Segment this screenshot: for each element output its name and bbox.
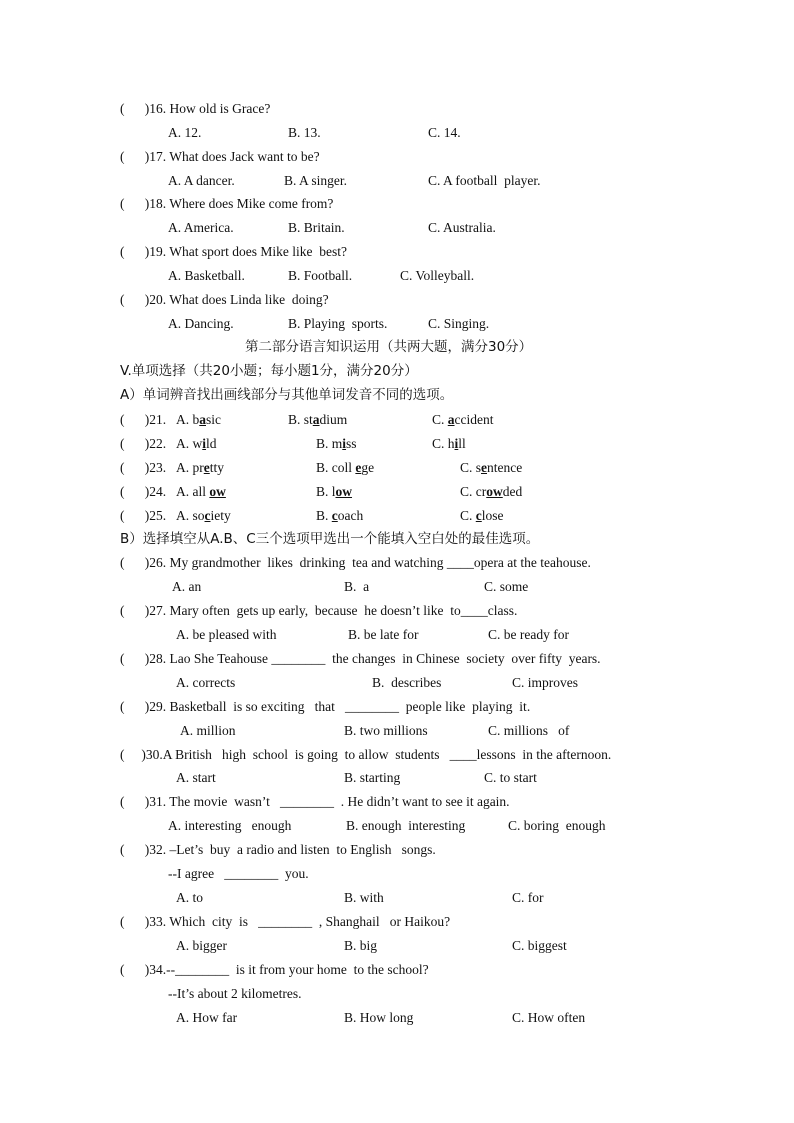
q19-option-c: C. Volleyball. (400, 268, 475, 283)
q19-option-b: B. Football. (288, 268, 353, 283)
q30-option-a: A. start (176, 770, 216, 785)
q30-option-b: B. starting (344, 770, 401, 785)
q34-option-a: A. How far (176, 1010, 238, 1025)
underlined-letters: ow (209, 484, 226, 499)
q34-option-c: C. How often (512, 1010, 586, 1025)
q32-option-c: C. for (512, 890, 544, 905)
question-16: ( )16. How old is Grace? (120, 101, 271, 116)
q25-option-a: A. society (176, 508, 231, 523)
question-27: ( )27. Mary often gets up early, because he doesn’t like to____class. (120, 603, 518, 618)
question-17: ( )17. What does Jack want to be? (120, 149, 320, 164)
question-18: ( )18. Where does Mike come from? (120, 196, 334, 211)
question-24: ( )24. (120, 484, 167, 499)
underlined-letters: e (355, 460, 362, 475)
question-30: ( )30.A British high school is going to allow students ____lessons in the afternoon. (120, 747, 612, 762)
q25-option-c: C. close (460, 508, 504, 523)
q27-option-c: C. be ready for (488, 627, 569, 642)
q21-option-c: C. accident (432, 412, 494, 427)
q22-option-b: B. miss (316, 436, 357, 451)
q21-option-a: A. basic (176, 412, 221, 427)
section-a-title: A）单词辨音找出画线部分与其他单词发音不同的选项。 (120, 387, 454, 403)
q23-option-b: B. coll ege (316, 460, 375, 475)
underlined-letters: i (202, 436, 207, 451)
q32-option-a: A. to (176, 890, 203, 905)
question-26: ( )26. My grandmother likes drinking tea and watching ____opera at the teahouse. (120, 555, 591, 570)
q20-option-a: A. Dancing. (168, 316, 234, 331)
question-31: ( )31. The movie wasn’t ________ . He didn’t want to see it again. (120, 794, 510, 809)
q20-option-b: B. Playing sports. (288, 316, 388, 331)
q21-option-b: B. stadium (288, 412, 348, 427)
q31-option-c: C. boring enough (508, 818, 606, 833)
q22-option-a: A. wild (176, 436, 217, 451)
q17-option-b: B. A singer. (284, 173, 348, 188)
q32-response: --I agree ________ you. (168, 866, 309, 881)
question-33: ( )33. Which city is ________ , Shanghail or Haikou? (120, 914, 451, 929)
q16-option-b: B. 13. (288, 125, 321, 140)
question-20: ( )20. What does Linda like doing? (120, 292, 329, 307)
q29-option-b: B. two millions (344, 723, 428, 738)
q22-option-c: C. hill (432, 436, 466, 451)
underlined-letters: a (312, 412, 320, 427)
q33-option-c: C. biggest (512, 938, 567, 953)
q18-option-c: C. Australia. (428, 220, 496, 235)
question-23: ( )23. (120, 460, 167, 475)
q31-option-b: B. enough interesting (346, 818, 466, 833)
q34-response: --It’s about 2 kilometres. (168, 986, 302, 1001)
section-v-title: V.单项选择（共20小题；每小题1分，满分20分） (120, 363, 418, 379)
underlined-letters: c (475, 508, 482, 523)
q16-option-c: C. 14. (428, 125, 461, 140)
q27-option-a: A. be pleased with (176, 627, 277, 642)
question-22: ( )22. (120, 436, 167, 451)
q16-option-a: A. 12. (168, 125, 202, 140)
q23-option-a: A. pretty (176, 460, 225, 475)
q33-option-a: A. bigger (176, 938, 227, 953)
q23-option-c: C. sentence (460, 460, 523, 475)
underlined-letters: i (454, 436, 459, 451)
underlined-letters: ow (486, 484, 503, 499)
section-b-title: B）选择填空从A.B、C三个选项甲选出一个能填入空白处的最佳选项。 (120, 531, 540, 547)
q24-option-a: A. all ow (176, 484, 226, 499)
underlined-letters: e (481, 460, 488, 475)
question-28: ( )28. Lao She Teahouse ________ the changes in Chinese society over fifty years. (120, 651, 601, 666)
q24-option-c: C. crowded (460, 484, 523, 499)
q24-option-b: B. low (316, 484, 353, 499)
q30-option-c: C. to start (484, 770, 537, 785)
q19-option-a: A. Basketball. (168, 268, 245, 283)
q17-option-c: C. A football player. (428, 173, 541, 188)
q20-option-c: C. Singing. (428, 316, 490, 331)
q33-option-b: B. big (344, 938, 378, 953)
q28-option-a: A. corrects (176, 675, 236, 690)
q32-option-b: B. with (344, 890, 384, 905)
q29-option-c: C. millions of (488, 723, 570, 738)
q26-option-b: B. a (344, 579, 370, 594)
underlined-letters: c (331, 508, 338, 523)
question-32: ( )32. –Let’s buy a radio and listen to English songs. (120, 842, 436, 857)
question-21: ( )21. (120, 412, 167, 427)
q18-option-a: A. America. (168, 220, 234, 235)
q31-option-a: A. interesting enough (168, 818, 292, 833)
underlined-letters: i (342, 436, 347, 451)
q17-option-a: A. A dancer. (168, 173, 235, 188)
q29-option-a: A. million (180, 723, 236, 738)
underlined-letters: e (203, 460, 210, 475)
question-29: ( )29. Basketball is so exciting that ________ people like playing it. (120, 699, 531, 714)
q28-option-c: C. improves (512, 675, 578, 690)
q25-option-b: B. coach (316, 508, 364, 523)
q18-option-b: B. Britain. (288, 220, 345, 235)
q26-option-a: A. an (172, 579, 202, 594)
underlined-letters: ow (335, 484, 353, 499)
question-34: ( )34.--________ is it from your home to the school? (120, 962, 429, 977)
q27-option-b: B. be late for (348, 627, 419, 642)
question-25: ( )25. (120, 508, 167, 523)
underlined-letters: a (447, 412, 455, 427)
underlined-letters: c (204, 508, 211, 523)
q26-option-c: C. some (484, 579, 529, 594)
underlined-letters: a (199, 412, 206, 427)
part-two-title: 第二部分语言知识运用（共两大题，满分30分） (245, 339, 533, 355)
question-19: ( )19. What sport does Mike like best? (120, 244, 347, 259)
q28-option-b: B. describes (372, 675, 442, 690)
q34-option-b: B. How long (344, 1010, 414, 1025)
